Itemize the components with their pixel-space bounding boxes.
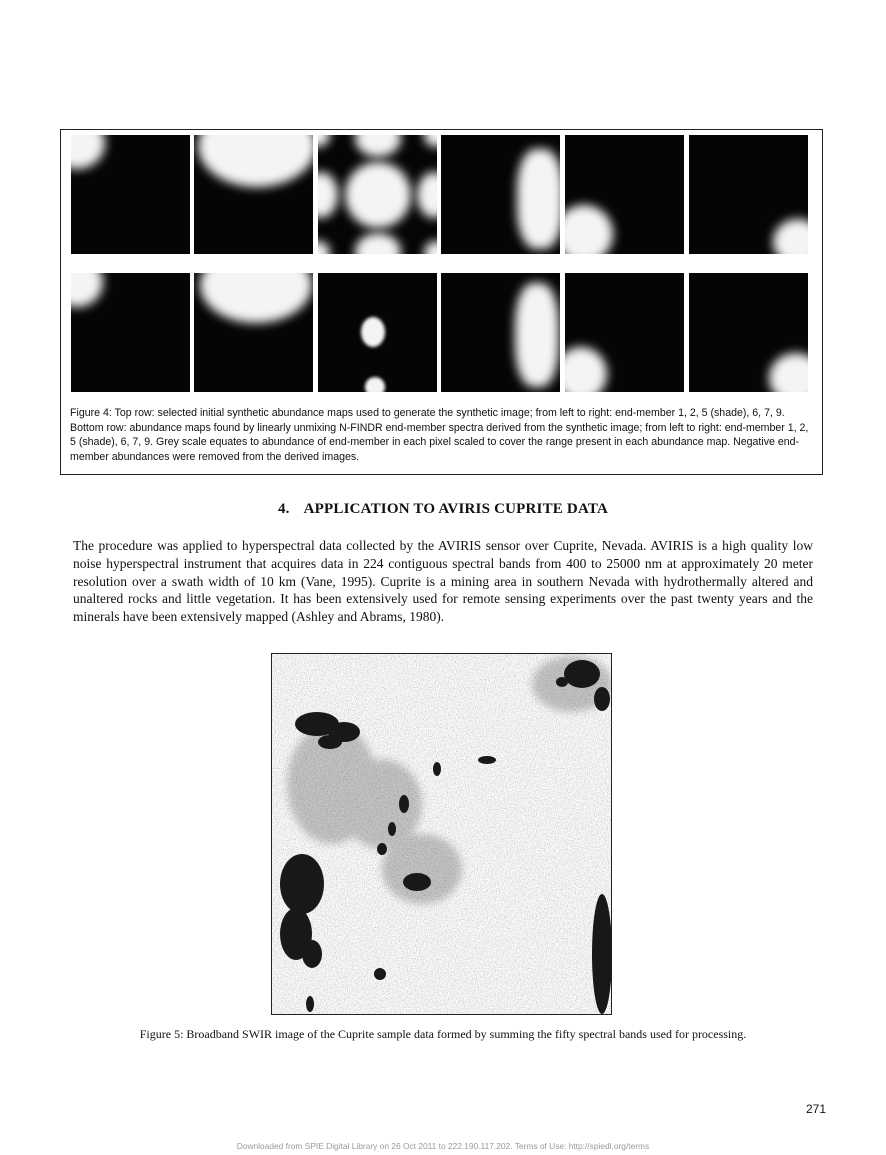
abundance-map-top-em1 (71, 135, 190, 254)
download-footer: Downloaded from SPIE Digital Library on 26 Oct 2011 to 222.190.117.202. Terms of Use: http://spiedl.org/terms (236, 1141, 650, 1151)
figure-5-caption: Figure 5: Broadband SWIR image of the Cuprite sample data formed by summing the fifty spectral bands used for processing. (139, 1027, 747, 1041)
swir-image-graphic (272, 654, 611, 1014)
section-title: APPLICATION TO AVIRIS CUPRITE DATA (303, 501, 609, 517)
figure-4-caption: Figure 4: Top row: selected initial synthetic abundance maps used to generate the synthetic image; from left to right: end-member 1, 2, 5 (shade), 6, 7, 9. Bottom row: abundance maps found by linearly unmixing N-FINDR end-member spectra derived from the synthetic image; from left to right: end-member 1, 2, 5 (shade), 6, 7, 9. Grey scale equates to abundance of end-member in each pixel scaled to cover the range present in each abundance map. Negative end-member abundances were removed from the derived images. (70, 407, 809, 463)
abundance-map-top-em9 (689, 135, 808, 254)
abundance-map-bottom-em1 (71, 273, 190, 392)
page-number: 271 (806, 1102, 827, 1116)
body-paragraph: The procedure was applied to hyperspectral data collected by the AVIRIS sensor over Cuprite, Nevada. AVIRIS is a high quality low noise hyperspectral instrument that acquires data in 224 contiguous spectral bands from 400 to 25000 nm at approximately 20 meter resolution over a swath width of 10 km (Vane, 1995). Cuprite is a mining area in southern Nevada with hydrothermally altered and unaltered rocks and little vegetation. It has been extensively used for remote sensing experiments over the past twenty years and the minerals have been extensively mapped (Ashley and Abrams, 1980). (73, 538, 813, 625)
abundance-map-bottom-em5-shade (318, 273, 437, 392)
abundance-map-bottom-em6 (441, 273, 560, 392)
figure-5-swir-image (271, 653, 612, 1015)
section-number: 4. (277, 501, 290, 517)
section-heading (0, 501, 886, 518)
abundance-map-bottom-em2 (194, 273, 313, 392)
abundance-map-top-em6 (441, 135, 560, 254)
abundance-map-top-em2 (194, 135, 313, 254)
abundance-map-top-em7 (565, 135, 684, 254)
abundance-map-top-em5-shade (318, 135, 437, 254)
abundance-map-bottom-em9 (689, 273, 808, 392)
abundance-map-bottom-em7 (565, 273, 684, 392)
